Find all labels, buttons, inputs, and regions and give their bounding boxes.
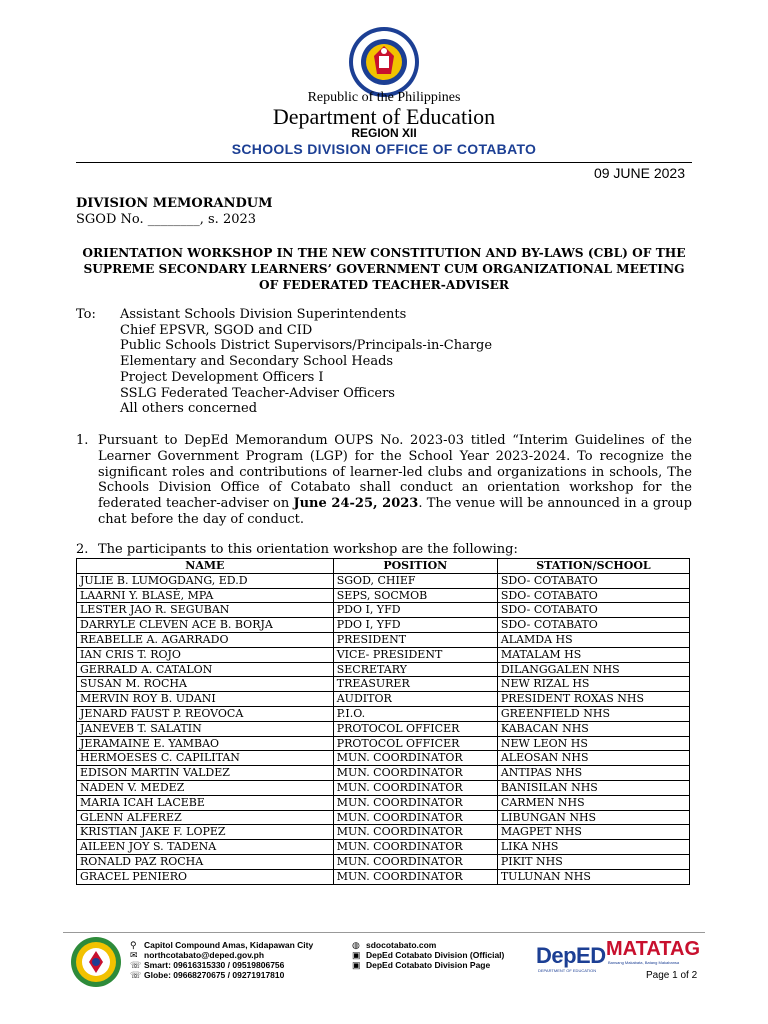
- participant-name-cell: EDISON MARTIN VALDEZ: [77, 766, 334, 781]
- paragraph-number: 2.: [76, 542, 89, 557]
- table-row: [77, 573, 690, 588]
- phone-icon: ☏: [130, 960, 142, 970]
- participants-table-body: [77, 573, 690, 884]
- participant-name-cell: REABELLE A. AGARRADO: [77, 632, 334, 647]
- participant-station-cell: NEW LEON HS: [497, 736, 689, 751]
- table-row: [77, 692, 690, 707]
- participant-station-cell: ALEOSAN NHS: [497, 751, 689, 766]
- participant-station-cell: CARMEN NHS: [497, 795, 689, 810]
- table-row: [77, 662, 690, 677]
- table-row: [77, 810, 690, 825]
- participant-name-cell: LESTER JAO R. SEGUBAN: [77, 603, 334, 618]
- recipient-item: Public Schools District Supervisors/Principals-in-Charge: [120, 338, 493, 354]
- participant-station-cell: MAGPET NHS: [497, 825, 689, 840]
- participant-name-cell: GLENN ALFEREZ: [77, 810, 334, 825]
- paragraph-text: The participants to this orientation workshop are the following:: [98, 542, 518, 557]
- participant-position-cell: TREASURER: [333, 677, 497, 692]
- deped-seal-logo: [348, 26, 420, 98]
- table-header-row: [77, 559, 690, 574]
- paragraph-2: [76, 542, 692, 558]
- participant-position-cell: SEPS, SOCMOB: [333, 588, 497, 603]
- participant-station-cell: LIKA NHS: [497, 840, 689, 855]
- participant-name-cell: IAN CRIS T. ROJO: [77, 647, 334, 662]
- participant-name-cell: GRACEL PENIERO: [77, 869, 334, 884]
- participant-station-cell: SDO- COTABATO: [497, 588, 689, 603]
- participant-name-cell: SUSAN M. ROCHA: [77, 677, 334, 692]
- participant-name-cell: JENARD FAUST P. REOVOCA: [77, 706, 334, 721]
- recipient-item: Chief EPSVR, SGOD and CID: [120, 322, 313, 338]
- recipient-item: SSLG Federated Teacher-Adviser Officers: [120, 385, 395, 401]
- footer-contact-info: [130, 940, 313, 980]
- matatag-tagline: Bansang Makabata, Batang Makabansa: [608, 960, 680, 965]
- facebook-icon: ▣: [352, 950, 361, 960]
- participant-name-cell: KRISTIAN JAKE F. LOPEZ: [77, 825, 334, 840]
- participant-position-cell: PDO I, YFD: [333, 603, 497, 618]
- participant-station-cell: DILANGGALEN NHS: [497, 662, 689, 677]
- deped-wordmark: [536, 943, 606, 969]
- participant-name-cell: JULIE B. LUMOGDANG, ED.D: [77, 573, 334, 588]
- location-pin-icon: ⚲: [130, 940, 137, 950]
- participant-position-cell: MUN. COORDINATOR: [333, 854, 497, 869]
- page-number: Page 1 of 2: [646, 970, 698, 981]
- participant-position-cell: MUN. COORDINATOR: [333, 780, 497, 795]
- participant-position-cell: MUN. COORDINATOR: [333, 869, 497, 884]
- participant-position-cell: SGOD, CHIEF: [333, 573, 497, 588]
- participant-position-cell: PDO I, YFD: [333, 618, 497, 633]
- column-header-position: POSITION: [333, 559, 497, 574]
- table-row: [77, 736, 690, 751]
- participant-name-cell: GERRALD A. CATALON: [77, 662, 334, 677]
- participant-position-cell: PROTOCOL OFFICER: [333, 721, 497, 736]
- participant-position-cell: PRESIDENT: [333, 632, 497, 647]
- participant-position-cell: MUN. COORDINATOR: [333, 766, 497, 781]
- memo-title: DIVISION MEMORANDUM: [76, 196, 273, 211]
- deped-wordmark-subtitle: DEPARTMENT OF EDUCATION: [538, 968, 597, 973]
- paragraph-text: Pursuant to DepEd Memorandum OUPS No. 2023-03 titled “Interim Guidelines of the Learner Government Program (LGP) for the School Year 2023-2024. To recognize the significant roles and contributions of learner-led clubs and organizations in schools, The Schools Division Office of Cotabato shall conduct an orientation workshop for the federated teacher-adviser on: [98, 433, 692, 512]
- participant-position-cell: MUN. COORDINATOR: [333, 840, 497, 855]
- footer-facebook-page[interactable]: DepEd Cotabato Division Page: [366, 960, 491, 970]
- facebook-icon: ▣: [352, 960, 361, 970]
- table-row: [77, 825, 690, 840]
- footer-address: Capitol Compound Amas, Kidapawan City: [144, 940, 314, 950]
- participant-station-cell: NEW RIZAL HS: [497, 677, 689, 692]
- memo-date: 09 JUNE 2023: [593, 165, 685, 181]
- header-divider: [76, 162, 692, 163]
- participant-station-cell: BANISILAN NHS: [497, 780, 689, 795]
- table-row: [77, 603, 690, 618]
- republic-label: Republic of the Philippines: [307, 90, 461, 105]
- footer-website[interactable]: sdocotabato.com: [366, 940, 437, 950]
- participant-name-cell: AILEEN JOY S. TADENA: [77, 840, 334, 855]
- footer-facebook-official[interactable]: DepEd Cotabato Division (Official): [366, 950, 505, 960]
- table-row: [77, 647, 690, 662]
- memo-number: SGOD No. ________, s. 2023: [76, 212, 257, 227]
- column-header-station: STATION/SCHOOL: [497, 559, 689, 574]
- table-row: [77, 721, 690, 736]
- participant-position-cell: AUDITOR: [333, 692, 497, 707]
- email-icon: ✉: [130, 950, 138, 960]
- sdo-cotabato-logo: [70, 936, 122, 988]
- recipient-item: Assistant Schools Division Superintendents: [120, 307, 407, 322]
- footer-online-info: [352, 940, 504, 970]
- participant-station-cell: TULUNAN NHS: [497, 869, 689, 884]
- participant-position-cell: VICE- PRESIDENT: [333, 647, 497, 662]
- footer-smart-numbers: Smart: 09616315330 / 09519806756: [144, 960, 285, 970]
- globe-icon: ◍: [352, 940, 360, 950]
- table-row: [77, 706, 690, 721]
- paragraph-text-end: . The venue will be announced in a group chat before the day of conduct.: [98, 496, 692, 527]
- paragraph-number: 1.: [76, 433, 89, 448]
- participant-position-cell: MUN. COORDINATOR: [333, 751, 497, 766]
- table-row: [77, 780, 690, 795]
- participant-position-cell: P.I.O.: [333, 706, 497, 721]
- table-row: [77, 588, 690, 603]
- participant-name-cell: DARRYLE CLEVEN ACE B. BORJA: [77, 618, 334, 633]
- participant-station-cell: ANTIPAS NHS: [497, 766, 689, 781]
- participant-name-cell: MARIA ICAH LACEBE: [77, 795, 334, 810]
- participant-position-cell: MUN. COORDINATOR: [333, 795, 497, 810]
- participant-station-cell: LIBUNGAN NHS: [497, 810, 689, 825]
- participant-position-cell: PROTOCOL OFFICER: [333, 736, 497, 751]
- participant-station-cell: SDO- COTABATO: [497, 573, 689, 588]
- participant-station-cell: MATALAM HS: [497, 647, 689, 662]
- participant-name-cell: MERVIN ROY B. UDANI: [77, 692, 334, 707]
- footer-email[interactable]: northcotabato@deped.gov.ph: [144, 950, 265, 960]
- table-row: [77, 632, 690, 647]
- department-name: Department of Education: [272, 104, 496, 129]
- phone-icon: ☏: [130, 970, 142, 980]
- paragraph-1: [76, 433, 692, 528]
- participant-station-cell: PIKIT NHS: [497, 854, 689, 869]
- recipient-item: Project Development Officers I: [120, 369, 324, 385]
- table-row: [77, 677, 690, 692]
- participant-station-cell: GREENFIELD NHS: [497, 706, 689, 721]
- recipient-item: All others concerned: [120, 401, 258, 417]
- participant-name-cell: JERAMAINE E. YAMBAO: [77, 736, 334, 751]
- table-row: [77, 618, 690, 633]
- participant-name-cell: LAARNI Y. BLASÉ, MPA: [77, 588, 334, 603]
- memo-subject: ORIENTATION WORKSHOP IN THE NEW CONSTITUTION AND BY-LAWS (CBL) OF THE SUPREME SECONDARY LEARNERS’ GOVERNMENT CUM ORGANIZATIONAL MEETING OF FEDERATED TEACHER-ADVISER: [82, 246, 686, 292]
- participant-position-cell: SECRETARY: [333, 662, 497, 677]
- participant-station-cell: ALAMDA HS: [497, 632, 689, 647]
- recipient-list: [120, 307, 492, 417]
- column-header-name: NAME: [77, 559, 334, 574]
- participant-position-cell: MUN. COORDINATOR: [333, 810, 497, 825]
- participant-name-cell: RONALD PAZ ROCHA: [77, 854, 334, 869]
- participant-station-cell: KABACAN NHS: [497, 721, 689, 736]
- deped-wordmark-text: DepED: [536, 943, 606, 968]
- participant-station-cell: SDO- COTABATO: [497, 603, 689, 618]
- participants-table: [76, 558, 690, 885]
- matatag-wordmark: MATATAG: [606, 938, 701, 960]
- table-row: [77, 840, 690, 855]
- event-dates: June 24-25, 2023: [293, 496, 419, 512]
- participant-name-cell: JANEVEB T. SALATIN: [77, 721, 334, 736]
- table-row: [77, 751, 690, 766]
- region-label: REGION XII: [351, 126, 417, 140]
- footer-divider: [63, 932, 705, 933]
- table-row: [77, 795, 690, 810]
- to-label: To:: [76, 307, 96, 322]
- table-row: [77, 854, 690, 869]
- participant-station-cell: SDO- COTABATO: [497, 618, 689, 633]
- participant-name-cell: HERMOESES C. CAPILITAN: [77, 751, 334, 766]
- recipient-item: Elementary and Secondary School Heads: [120, 354, 394, 370]
- division-office-name: SCHOOLS DIVISION OFFICE OF COTABATO: [231, 141, 537, 157]
- participant-position-cell: MUN. COORDINATOR: [333, 825, 497, 840]
- participant-station-cell: PRESIDENT ROXAS NHS: [497, 692, 689, 707]
- participant-name-cell: NADEN V. MEDEZ: [77, 780, 334, 795]
- table-row: [77, 869, 690, 884]
- footer-globe-numbers: Globe: 09668270675 / 09271917810: [144, 970, 285, 980]
- table-row: [77, 766, 690, 781]
